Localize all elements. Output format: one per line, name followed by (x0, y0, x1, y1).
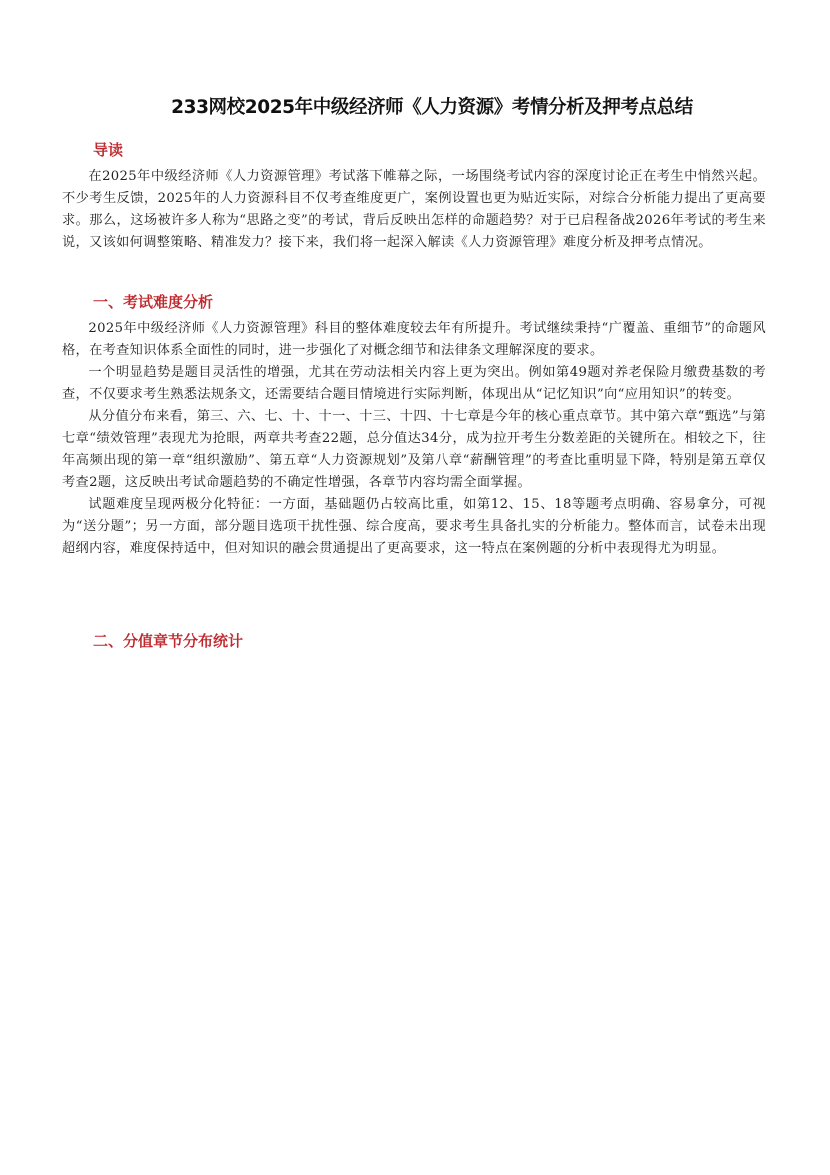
intro-paragraph: 在2025年中级经济师《人力资源管理》考试落下帷幕之际，一场围绕考试内容的深度讨论正在考生中悄然兴起。不少考生反馈，2025年的人力资源科目不仅考查维度更广，案例设置也更为贴近实际，对综合分析能力提出了更高要求。那么，这场被许多人称为“思路之变”的考试，背后反映出怎样的命题趋势？对于已启程备战2026年考试的考生来说，又该如何调整策略、精准发力？接下来，我们将一起深入解读《人力资源管理》难度分析及押考点情况。 (62, 169, 766, 250)
difficulty-section (62, 318, 766, 560)
section-heading-difficulty: 一、考试难度分析 (93, 293, 214, 311)
difficulty-paragraph-1: 2025年中级经济师《人力资源管理》科目的整体难度较去年有所提升。考试继续秉持“广覆盖、重细节”的命题风格，在考查知识体系全面性的同时，进一步强化了对概念细节和法律条文理解深度的要求。 (62, 321, 766, 358)
intro-section (62, 166, 766, 254)
difficulty-paragraph-2: 一个明显趋势是题目灵活性的增强，尤其在劳动法相关内容上更为突出。例如第49题对养老保险月缴费基数的考查，不仅要求考生熟悉法规条文，还需要结合题目情境进行实际判断，体现出从“记忆知识”向“应用知识”的转变。 (62, 365, 766, 402)
difficulty-paragraph-3: 从分值分布来看，第三、六、七、十、十一、十三、十四、十七章是今年的核心重点章节。其中第六章“甄选”与第七章“绩效管理”表现尤为抢眼，两章共考查22题，总分值达34分，成为拉开考生分数差距的关键所在。相较之下，往年高频出现的第一章“组织激励”、第五章“人力资源规划”及第八章“薪酬管理”的考查比重明显下降，特别是第五章仅考查2题，这反映出考试命题趋势的不确定性增强，各章节内容均需全面掌握。 (62, 409, 766, 490)
section-heading-score-distribution: 二、分值章节分布统计 (93, 632, 244, 650)
section-heading-intro: 导读 (93, 141, 124, 159)
document-title: 233网校2025年中级经济师《人力资源》考情分析及押考点总结 (171, 97, 693, 118)
difficulty-paragraph-4: 试题难度呈现两极分化特征：一方面，基础题仍占较高比重，如第12、15、18等题考点明确、容易拿分，可视为“送分题”；另一方面，部分题目选项干扰性强、综合度高，要求考生具备扎实的分析能力。整体而言，试卷未出现超纲内容，难度保持适中，但对知识的融会贯通提出了更高要求，这一特点在案例题的分析中表现得尤为明显。 (62, 497, 766, 556)
